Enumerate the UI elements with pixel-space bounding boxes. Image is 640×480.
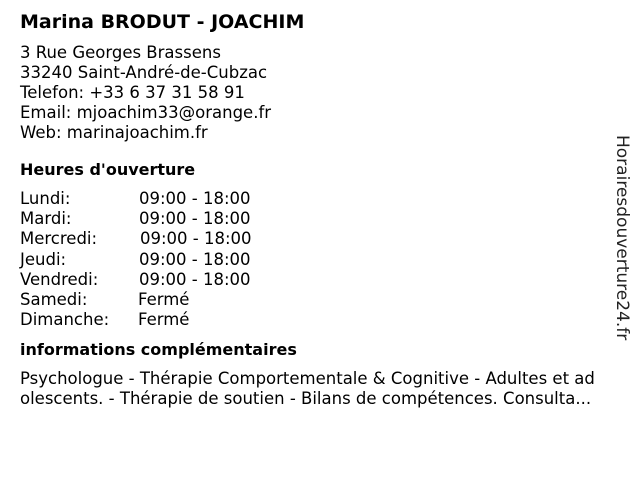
- hours-value: 09:00 - 18:00: [139, 249, 251, 269]
- phone-text: Telefon: +33 6 37 31 58 91: [20, 83, 245, 102]
- hours-value: 09:00 - 18:00: [139, 209, 251, 229]
- info-line-2: olescents. - Thérapie de soutien - Bilans de compétences. Consulta...: [20, 389, 592, 409]
- hours-row-vendredi: [20, 270, 610, 290]
- day-label: Mercredi:: [20, 229, 98, 249]
- day-label: Mardi:: [20, 209, 72, 229]
- info-description: [20, 369, 625, 409]
- web-text: Web: marinajoachim.fr: [20, 123, 208, 142]
- address-line-2: 33240 Saint-André-de-Cubzac: [20, 63, 268, 82]
- hours-value: 09:00 - 18:00: [140, 229, 252, 249]
- hours-title: Heures d'ouverture: [20, 160, 196, 179]
- hours-row-mardi: [20, 209, 610, 229]
- contact-block: [20, 43, 610, 143]
- day-label: Vendredi:: [20, 269, 99, 289]
- info-line-1: Psychologue - Thérapie Comportementale & Cognitive - Adultes et ad: [20, 369, 595, 389]
- address-line-1: 3 Rue Georges Brassens: [20, 43, 221, 62]
- day-label: Dimanche:: [20, 310, 110, 330]
- business-name: Marina BRODUT - JOACHIM: [20, 11, 305, 33]
- hours-table: [20, 189, 610, 330]
- hours-row-dimanche: [20, 310, 610, 330]
- hours-value: 09:00 - 18:00: [139, 189, 251, 208]
- day-label: Samedi:: [20, 290, 88, 310]
- hours-value: 09:00 - 18:00: [139, 269, 251, 289]
- business-card: [20, 8, 610, 409]
- hours-row-mercredi: [20, 229, 610, 249]
- hours-row-samedi: [20, 290, 610, 310]
- day-label: Lundi:: [20, 189, 71, 208]
- hours-row-jeudi: [20, 250, 610, 270]
- email-text: Email: mjoachim33@orange.fr: [20, 103, 272, 122]
- watermark-text: Horairesdouverture24.fr: [612, 135, 632, 341]
- info-title: informations complémentaires: [20, 340, 297, 360]
- hours-row-lundi: [20, 189, 610, 209]
- hours-value: Fermé: [138, 290, 190, 310]
- day-label: Jeudi:: [20, 249, 67, 269]
- hours-value: Fermé: [138, 310, 190, 330]
